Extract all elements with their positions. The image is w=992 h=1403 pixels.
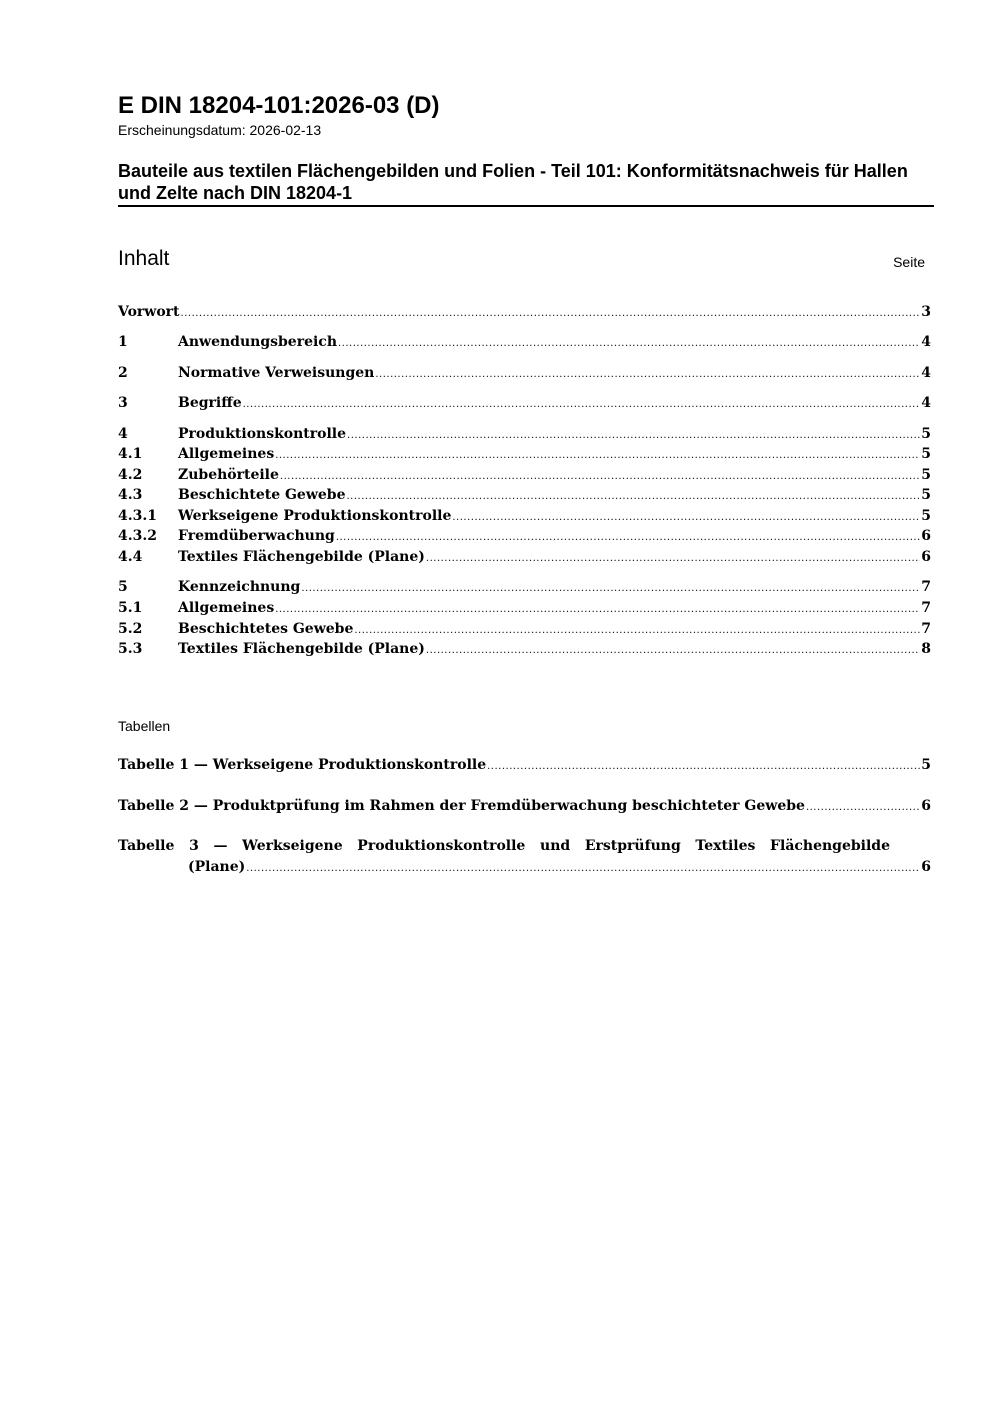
toc-entry-page: 4: [921, 365, 931, 381]
toc-entry-page: 5: [921, 426, 931, 442]
toc-entry-number: 5.3: [118, 641, 143, 657]
document-id: E DIN 18204-101:2026-03 (D): [118, 92, 440, 119]
dot-leader: [487, 757, 920, 777]
toc-entry-label: Textiles Flächengebilde (Plane): [178, 549, 425, 565]
toc-entry-page: 5: [921, 446, 931, 462]
toc-heading: Inhalt: [118, 247, 170, 270]
toc-entry-number: 2: [118, 365, 128, 381]
toc-entry-label: Kennzeichnung: [178, 579, 301, 595]
dot-leader: [338, 334, 920, 354]
table-entry-1[interactable]: [118, 755, 931, 775]
toc-entry-3[interactable]: [118, 393, 931, 413]
toc-entry-label: Vorwort: [118, 304, 180, 320]
toc-entry-page: 5: [921, 467, 931, 483]
toc-entry-number: 4.1: [118, 446, 143, 462]
toc-entry-page: 4: [921, 334, 931, 350]
toc-entry-label: Produktionskontrolle: [178, 426, 347, 442]
toc-entry-number: 3: [118, 395, 128, 411]
toc-entry-4-1[interactable]: [118, 444, 931, 464]
toc-entry-number: 4.3: [118, 487, 143, 503]
toc-entry-5-2[interactable]: [118, 619, 931, 639]
toc-entry-label: Anwendungsbereich: [178, 334, 337, 350]
toc-entry-label: Werkseigene Produktionskontrolle: [178, 508, 452, 524]
dot-leader: [375, 365, 920, 385]
toc-entry-page: 5: [921, 508, 931, 524]
dot-leader: [347, 487, 921, 507]
toc-entry-label: Beschichtete Gewebe: [178, 487, 346, 503]
table-entry-3[interactable]: [118, 857, 931, 877]
toc-entry-number: 5.1: [118, 600, 143, 616]
title-divider: [118, 205, 934, 207]
toc-entry-page: 7: [921, 579, 931, 595]
toc-entry-number: 4.4: [118, 549, 143, 565]
toc-entry-1[interactable]: [118, 332, 931, 352]
toc-entry-5-3[interactable]: [118, 639, 931, 659]
dot-leader: [181, 304, 921, 324]
toc-page-column-label: Seite: [893, 254, 925, 270]
dot-leader: [275, 600, 920, 620]
dot-leader: [426, 641, 920, 661]
toc-entry-2[interactable]: [118, 363, 931, 383]
toc-entry-page: 7: [921, 621, 931, 637]
dot-leader: [336, 528, 920, 548]
toc-entry-page: 5: [921, 487, 931, 503]
table-entry-page: 5: [921, 757, 931, 773]
dot-leader: [426, 549, 920, 569]
toc-entry-4-4[interactable]: [118, 547, 931, 567]
toc-entry-label: Zubehörteile: [178, 467, 279, 483]
toc-entry-page: 6: [921, 549, 931, 565]
dot-leader: [806, 798, 920, 818]
dot-leader: [354, 621, 920, 641]
toc-entry-number: 4: [118, 426, 128, 442]
table-entry-page: 6: [921, 798, 931, 814]
toc-entry-4-3-1[interactable]: [118, 506, 931, 526]
toc-entry-label: Textiles Flächengebilde (Plane): [178, 641, 425, 657]
publication-date: Erscheinungsdatum: 2026-02-13: [118, 122, 322, 138]
dot-leader: [243, 395, 921, 415]
tables-heading: Tabellen: [118, 718, 171, 734]
toc-entry-4[interactable]: [118, 424, 931, 444]
toc-entry-page: 7: [921, 600, 931, 616]
dot-leader: [301, 579, 920, 599]
toc-entry-page: 8: [921, 641, 931, 657]
table-entry-label: Tabelle 2 — Produktprüfung im Rahmen der Fremdüberwachung beschichteter Gewebe: [118, 798, 805, 814]
toc-entry-vorwort[interactable]: [118, 302, 931, 322]
toc-entry-label: Begriffe: [178, 395, 242, 411]
toc-entry-page: 3: [921, 304, 931, 320]
toc-entry-5[interactable]: [118, 577, 931, 597]
toc-entry-number: 1: [118, 334, 128, 350]
dot-leader: [452, 508, 920, 528]
toc-entry-number: 4.3.2: [118, 528, 157, 544]
table-entry-2[interactable]: [118, 796, 931, 816]
toc-entry-4-3-2[interactable]: [118, 526, 931, 546]
dot-leader: [347, 426, 920, 446]
toc-entry-number: 4.3.1: [118, 508, 157, 524]
dot-leader: [275, 446, 920, 466]
toc-entry-label: Allgemeines: [178, 600, 275, 616]
toc-entry-4-2[interactable]: [118, 465, 931, 485]
toc-entry-number: 4.2: [118, 467, 143, 483]
toc-entry-label: Allgemeines: [178, 446, 275, 462]
document-title: Bauteile aus textilen Flächengebilden und Folien - Teil 101: Konformitätsnachweis für Hallen und Zelte nach DIN 18204-1: [118, 161, 908, 203]
toc-entry-page: 6: [921, 528, 931, 544]
dot-leader: [280, 467, 920, 487]
toc-entry-label: Beschichtetes Gewebe: [178, 621, 354, 637]
dot-leader: [246, 859, 920, 879]
toc-entry-5-1[interactable]: [118, 598, 931, 618]
table-entry-label-line2: (Plane): [188, 859, 246, 875]
table-entry-page: 6: [921, 859, 931, 875]
table-entry-label: Tabelle 1 — Werkseigene Produktionskontrolle: [118, 757, 487, 773]
toc-entry-number: 5: [118, 579, 128, 595]
toc-entry-4-3[interactable]: [118, 485, 931, 505]
table-entry-3-label-line1[interactable]: Tabelle 3 — Werkseigene Produktionskontrolle und Erstprüfung Textiles Flächengebilde: [118, 838, 890, 854]
toc-entry-page: 4: [921, 395, 931, 411]
toc-entry-number: 5.2: [118, 621, 143, 637]
toc-entry-label: Normative Verweisungen: [178, 365, 375, 381]
toc-entry-label: Fremdüberwachung: [178, 528, 335, 544]
